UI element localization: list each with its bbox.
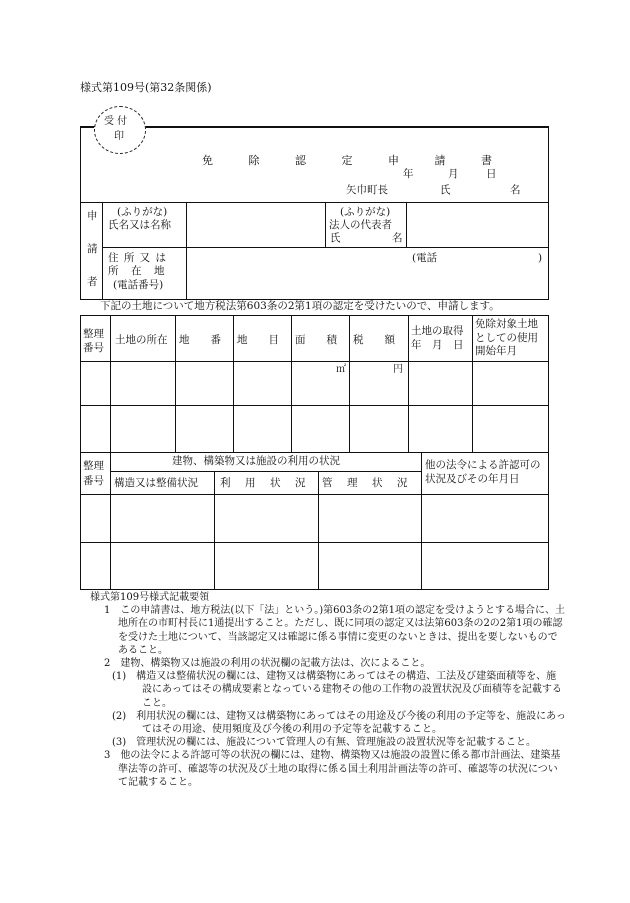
phone-number-label: (電話番号) — [113, 279, 164, 291]
signer-name-label-2: 名 — [510, 184, 521, 196]
area-unit: ㎡ — [336, 364, 346, 375]
phone-close-label: ) — [538, 252, 543, 264]
instruction-subitem-1: (1) 構造又は整備状況の欄には、建物又は構築物にあってはその構造、工法及び建築面積等を、施設にあってはその構成要素となっている建物その他の工作物の設置状況及び面積等を記載すること。 — [112, 671, 562, 709]
instruction-subitem-3: (3) 管理状況の欄には、施設について管理人の有無、管理施設の設置状況等を記載すること。 — [112, 737, 536, 749]
use-col-management: 管 理 状 況 — [322, 477, 410, 489]
stamp-bottom-text: 印 — [114, 131, 124, 142]
yen-unit: 円 — [393, 364, 403, 375]
use-col-other-law: 他の法令による許認可の状況及びその年月日 — [425, 459, 541, 485]
intro-sentence: 下記の土地について地方税法第603条の2第1項の認定を受けたいので、申請します。 — [100, 300, 500, 312]
addressee: 矢巾町長 — [346, 184, 388, 196]
address-label-2: 所 在 地 — [108, 265, 166, 277]
applicant-side-label-3: 者 — [87, 276, 98, 288]
furigana-label: (ふりがな) — [117, 206, 168, 218]
instructions — [90, 591, 566, 789]
rep-name-label-2: 名 — [392, 232, 403, 244]
date-day-label: 日 — [486, 168, 497, 180]
instruction-item-2: 2 建物、構築物又は施設の利用の状況欄の記載方法は、次によること。 — [104, 658, 431, 670]
reception-stamp — [94, 106, 146, 154]
document-title: 免 除 認 定 申 請 書 — [202, 154, 508, 167]
corp-rep-label: 法人の代表者 — [329, 219, 392, 231]
stamp-top-text: 受 付 — [104, 116, 128, 127]
name-or-title-label: 氏名又は名称 — [108, 219, 171, 231]
date-month-label: 月 — [448, 168, 459, 180]
address-label-1: 住 所 又 は — [108, 252, 168, 264]
land-col-number-2: 番号 — [83, 342, 104, 354]
phone-open-label: (電話 — [412, 252, 438, 264]
signer-name-label-1: 氏 — [440, 184, 451, 196]
land-col-lot: 地 番 — [179, 334, 221, 346]
form-number-title: 様式第109号(第32条関係) — [80, 81, 212, 94]
land-col-start: 免除対象土地としての使用開始年月 — [475, 318, 538, 357]
date-year-label: 年 — [403, 168, 414, 180]
land-col-location: 土地の所在 — [115, 334, 168, 346]
use-col-number — [83, 460, 109, 490]
use-col-number-2: 番号 — [83, 475, 104, 487]
land-col-tax: 税 額 — [353, 334, 395, 346]
instruction-item-1: 1 この申請書は、地方税法(以下「法」という。)第603条の2第1項の認定を受けようとする場合に、土地所在の市町村長に1通提出すること。ただし、既に同項の認定又は法第603条の2の2第1項の確認を受けた土地について、当該認定又は確認に係る事情に変更のないときは、提出を要しないものであること。 — [104, 605, 565, 656]
instruction-item-3: 3 他の法令による許認可等の状況の欄には、建物、構築物又は施設の設置に係る都市計画法、建築基準法等の許可、確認等の状況及び土地の取得に係る国土利用計画法等の許可、確認等の状況について記載すること。 — [104, 750, 561, 788]
land-col-category: 地 目 — [237, 334, 279, 346]
use-group-header: 建物、構築物又は施設の利用の状況 — [172, 455, 340, 467]
instruction-subitem-2: (2) 利用状況の欄には、建物又は構築物にあってはその用途及び今後の利用の予定等を、施設にあってはその用途、使用頻度及び今後の利用の予定等を記載すること。 — [112, 710, 566, 736]
use-col-number-1: 整理 — [83, 460, 104, 472]
instructions-title: 様式第109号様式記載要領 — [90, 592, 210, 603]
applicant-side-label-2: 請 — [87, 243, 98, 255]
applicant-side-label-1: 申 — [87, 210, 98, 222]
land-col-area: 面 積 — [295, 334, 337, 346]
use-col-structure: 構造又は整備状況 — [114, 477, 198, 489]
rep-furigana-label: (ふりがな) — [340, 206, 391, 218]
use-col-utilization: 利 用 状 況 — [220, 477, 308, 489]
land-col-acquired: 土地の取得年 月 日 — [411, 325, 464, 351]
land-col-number-1: 整理 — [83, 328, 104, 340]
rep-name-label-1: 氏 — [330, 232, 341, 244]
